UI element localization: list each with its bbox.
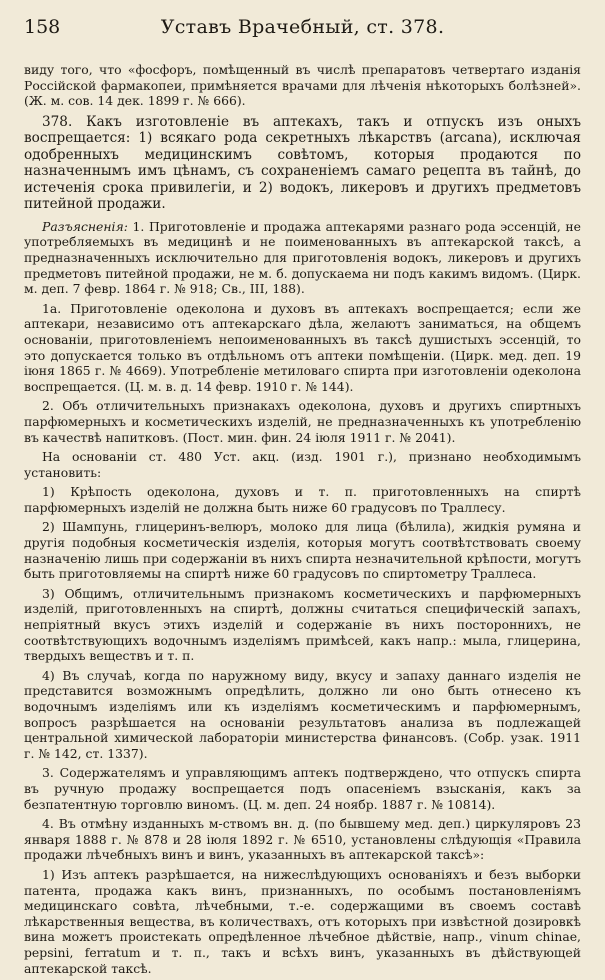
clarification-1a: 1а. Приготовленіе одеколона и духовъ въ аптекахъ воспрещается; если же аптекари, независимо отъ аптекарскаго дѣла, желаютъ заниматься, на общемъ основаніи, приготовленіемъ непоименованныхъ въ таксѣ душистыхъ эссенцій, то это допускается только въ отдѣльномъ отъ аптеки помѣщеніи. (Цирк. мед. деп. 19 іюня 1865 г. № 4669). Употребленіе метиловаго спирта при изготовленіи одеколона воспрещается. (Ц. м. в. д. 14 февр. 1910 г. № 144). bbox=[24, 300, 581, 394]
clarification-2: 2. Объ отличительныхъ признакахъ одеколона, духовъ и другихъ спиртныхъ парфюмерныхъ и косметическихъ изделій, не предназначенныхъ къ употребленію въ качествѣ напитковъ. (Пост. мин. фин. 24 іюля 1911 г. № 2041). bbox=[24, 398, 581, 445]
page-body bbox=[24, 62, 581, 980]
page-number: 158 bbox=[24, 16, 61, 38]
clarification-4-item-1: 1) Изъ аптекъ разрѣшается, на нижеслѣдующихъ основаніяхъ и безъ выборки патента, продажа какъ винъ, признанныхъ, по особымъ постановленіямъ медицинскаго совѣта, лѣчебными, т.-е. содержащими въ своемъ составѣ лѣкарственныя вещества, въ количествахъ, отъ которыхъ при извѣстной дозировкѣ вина можетъ проистекать опредѣленное лѣчебное дѣйствіе, напр., vinum chinae, pepsini, ferratum и т. п., такъ и всѣхъ винъ, указанныхъ въ дѣйствующей аптекарской таксѣ. bbox=[24, 866, 581, 976]
clarification-2-item-2: 2) Шампунь, глицеринъ-велюръ, молоко для лица (бѣлила), жидкія румяна и другія подобныя косметическія изделія, которыя могутъ соотвѣтствовать своему назначенію лишь при содержаніи въ нихъ спирта незначительной крѣпости, могутъ быть приготовляемы на спиртѣ ниже 60 градусовъ по спиртометру Траллеса. bbox=[24, 519, 582, 582]
clarifications-label: Разъясненія: bbox=[42, 218, 128, 234]
clarification-2-item-1: 1) Крѣпость одеколона, духовъ и т. п. приготовленныхъ на спиртѣ парфюмерныхъ изделій не должна быть ниже 60 градусовъ по Траллесу. bbox=[24, 484, 581, 515]
page-header bbox=[24, 16, 581, 42]
clarification-3: 3. Содержателямъ и управляющимъ аптекъ подтверждено, что отпускъ спирта въ ручную продажу воспрещается подъ опасеніемъ взысканія, какъ за безпатентную торговлю виномъ. (Ц. м. деп. 24 ноябр. 1887 г. № 10814). bbox=[24, 765, 581, 812]
clarification-2-item-4: 4) Въ случаѣ, когда по наружному виду, вкусу и запаху даннаго изделія не представится возможнымъ опредѣлить, должно ли оно быть отнесено къ водочнымъ изделіямъ или къ изделіямъ косметическимъ и парфюмернымъ, вопросъ разрѣшается на основаніи результатовъ анализа въ подлежащей центральной химической лабораторіи министерства финансовъ. (Собр. узак. 1911 г. № 142, ст. 1337). bbox=[24, 667, 581, 761]
clarifications-paragraph bbox=[24, 219, 581, 297]
clarification-2-intro: На основаніи ст. 480 Уст. акц. (изд. 1901 г.), признано необходимымъ установить: bbox=[24, 449, 581, 480]
clarification-1: 1. Приготовленіе и продажа аптекарями разнаго рода эссенцій, не употребляемыхъ въ медицинѣ и не поименованныхъ въ аптекарской таксѣ, а предназначенныхъ исключительно для приготовленія водокъ, ликеровъ и другихъ предметовъ питейной продажи, не м. б. допускаема ни подъ какимъ видомъ. (Цирк. м. деп. 7 февр. 1864 г. № 918; Св., III, 188). bbox=[24, 218, 581, 297]
running-title: Уставъ Врачебный, ст. 378. bbox=[160, 16, 445, 38]
article-378: 378. Какъ изготовленіе въ аптекахъ, такъ и отпускъ изъ оныхъ воспрещается: 1) всякаго рода секретныхъ лѣкарствъ (arcana), исключая одобренныхъ медицинскимъ совѣтомъ, которыя продаются по назначеннымъ имъ цѣнамъ, съ сохраненіемъ самаго рецепта въ тайнѣ, до истеченія срока привилегіи, и 2) водокъ, ликеровъ и другихъ предметовъ питейной продажи. bbox=[24, 113, 581, 213]
clarification-2-item-3: 3) Общимъ, отличительнымъ признакомъ косметическихъ и парфюмерныхъ изделій, приготовленныхъ на спиртѣ, должны считаться специфическій запахъ, непріятный вкусъ этихъ изделій и содержаніе въ нихъ постороннихъ, не соотвѣтствующихъ водочнымъ изделіямъ примѣсей, какъ напр.: мыла, глицерина, твердыхъ веществъ и т. п. bbox=[24, 585, 581, 664]
clarification-4: 4. Въ отмѣну изданныхъ м-ствомъ вн. д. (по бывшему мед. деп.) циркуляровъ 23 января 1888 г. № 878 и 28 іюля 1892 г. № 6510, установлены слѣдующія «Правила продажи лѣчебныхъ винъ и винъ, указанныхъ въ аптекарской таксѣ»: bbox=[24, 816, 581, 863]
paragraph-continuation: виду того, что «фосфоръ, помѣщенный въ числѣ препаратовъ четвертаго изданія Россійской фармакопеи, примѣняется врачами для лѣченія нѣкоторыхъ болѣзней». (Ж. м. сов. 14 дек. 1899 г. № 666). bbox=[24, 62, 581, 109]
